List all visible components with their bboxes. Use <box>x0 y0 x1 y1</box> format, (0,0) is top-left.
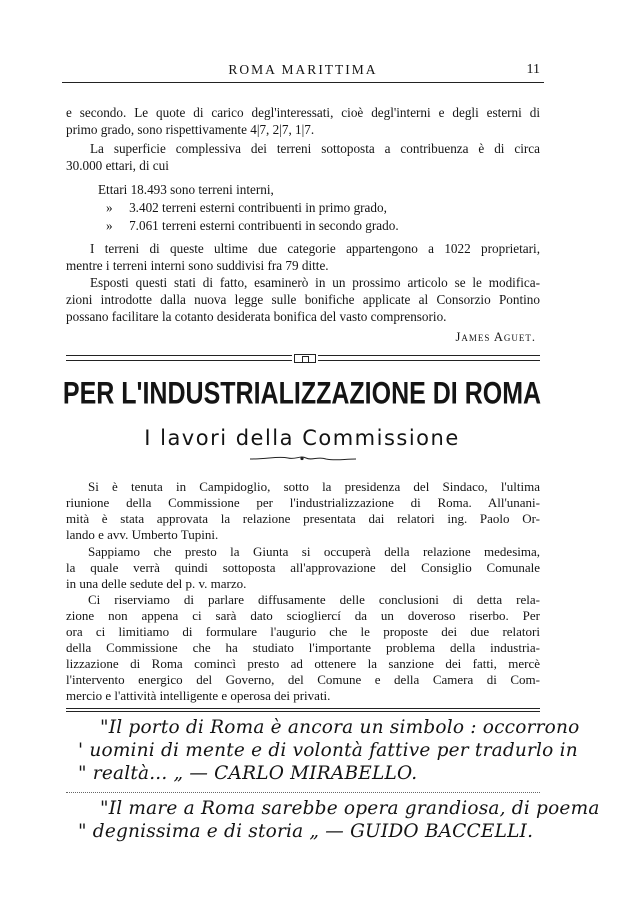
separator-line <box>66 355 292 356</box>
article2-line: mercio e l'attività intelligente e operosa dei privati. <box>66 688 331 703</box>
article2-line: lando e avv. Umberto Tupini. <box>66 527 219 542</box>
article1-table-row: » 7.061 terreni esterni contribuenti in secondo grado. <box>106 218 399 233</box>
article2-line: mità è stata approvata la relazione presentata dai relatori ing. Paolo Or- <box>66 511 540 526</box>
dotted-separator <box>66 792 540 793</box>
article2-line: ora ci limitiamo di formulare l'augurio che le proposte dei due relatori <box>66 624 540 639</box>
article-subtitle: I lavori della Commissione <box>144 426 460 450</box>
separator-ornament <box>294 354 316 363</box>
article-title: PER L'INDUSTRIALIZZAZIONE DI ROMA <box>62 376 542 411</box>
article1-line: I terreni di queste ultime due categorie appartengono a 1022 proprietari, <box>90 241 540 256</box>
article1-line: e secondo. Le quote di carico degl'interessati, cioè degl'interni e degli esterni di <box>66 105 540 120</box>
quote-line: ' uomini di mente e di volontà fattive per tradurlo in <box>78 740 578 761</box>
article2-line: la quale verrà quindi sottoposta all'approvazione del Consiglio Comunale <box>66 560 540 575</box>
article2-line: zione non appena ci sarà dato sciogliercí da un doveroso riserbo. Per <box>66 608 540 623</box>
running-title: ROMA MARITTIMA <box>228 62 378 77</box>
article1-line: possano facilitare la cotanto desiderata bonifica del vasto comprensorio. <box>66 309 447 324</box>
section-rule <box>66 711 540 712</box>
quote-line: "Il mare a Roma sarebbe opera grandiosa, di poema <box>100 798 600 819</box>
header-rule <box>62 82 544 83</box>
article1-line: La superficie complessiva dei terreni sottoposta a contribuenza è di circa <box>90 141 540 156</box>
article2-line: lizzazione di Roma comincì presto ad ottenere la sanzione dei fatti, mercè <box>66 656 540 671</box>
article2-line: della Commissione che ha studiato l'importante problema della industria- <box>66 640 540 655</box>
article1-line: Esposti questi stati di fatto, esaminerò in un prossimo articolo se le modifica- <box>90 275 540 290</box>
article1-line: zioni introdotte dalla nuova legge sulle bonifiche applicate al Consorzio Pontino <box>66 292 540 307</box>
article1-table-row: Ettari 18.493 sono terreni interni, <box>98 182 274 197</box>
article1-line: mentre i terreni interni sono suddivisi fra 79 ditte. <box>66 258 329 273</box>
article2-line: riunione della Commissione per l'industrializzazione di Roma. All'unani- <box>66 495 540 510</box>
article1-line: 30.000 ettari, di cui <box>66 158 169 173</box>
author-signature: James Aguet. <box>455 330 536 344</box>
quote-line: " realtà... „ — CARLO MIRABELLO. <box>78 763 418 784</box>
separator-line <box>66 360 292 361</box>
quote-line: "Il porto di Roma è ancora un simbolo : occorrono <box>100 717 580 738</box>
article1-table-row: » 3.402 terreni esterni contribuenti in primo grado, <box>106 200 387 215</box>
article2-line: l'intervento energico del Governo, del Comune e della Camera di Com- <box>66 672 540 687</box>
separator-line <box>318 360 540 361</box>
section-rule <box>66 708 540 709</box>
quote-line: " degnissima e di storia „ — GUIDO BACCELLI. <box>78 821 534 842</box>
article2-line: Ci riserviamo di parlare diffusamente delle conclusioni di detta rela- <box>88 592 540 607</box>
page-header <box>62 62 544 84</box>
page-number: 11 <box>526 62 540 77</box>
article2-line: in una delle sedute del p. v. marzo. <box>66 576 247 591</box>
flourish-ornament <box>248 454 358 464</box>
article2-line: Sappiamo che presto la Giunta si occuperà della relazione medesima, <box>88 544 540 559</box>
separator-line <box>318 355 540 356</box>
article2-line: Si è tenuta in Campidoglio, sotto la presidenza del Sindaco, l'ultima <box>88 479 540 494</box>
article1-line: primo grado, sono rispettivamente 4|7, 2|7, 1|7. <box>66 122 315 137</box>
